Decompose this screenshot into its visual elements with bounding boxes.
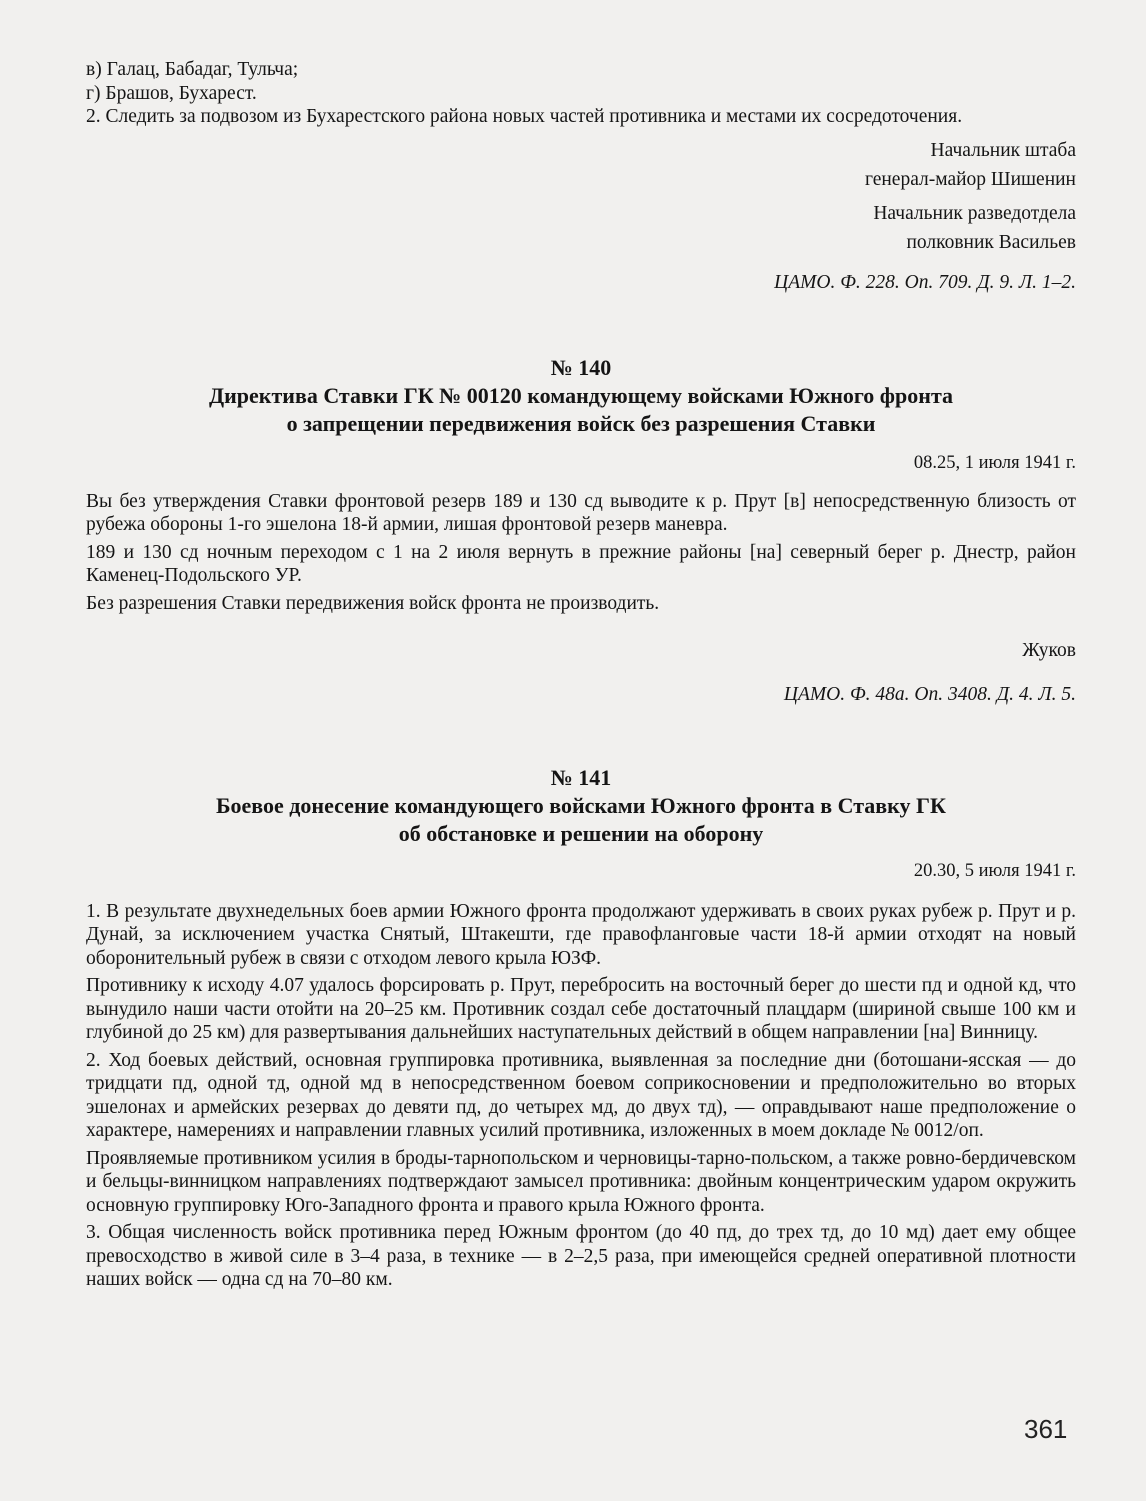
archive-source-2: ЦАМО. Ф. 48а. Оп. 3408. Д. 4. Л. 5. [783,683,1076,705]
document-141 [86,764,1076,1292]
paragraph: 189 и 130 сд ночным переходом с 1 на 2 июля вернуть в прежние районы [на] северный берег р. Днестр, район Каменец-Подольского УР. [86,541,1076,586]
signer-2-title: Начальник разведотдела [873,202,1076,224]
document-title-line-1: Директива Ставки ГК № 00120 командующему войсками Южного фронта [208,383,954,408]
signature: Жуков [1022,640,1076,661]
paragraph: 1. В результате двухнедельных боев армии Южного фронта продолжают удерживать в своих руках рубеж р. Прут и р. Дунай, за исключением участка Снятый, Штакешти, где правофланговые части 18-й армии отходят на новый оборонительный рубеж в связи с отходом левого крыла ЮЗФ. [86,900,1076,969]
paragraph: Вы без утверждения Ставки фронтовой резерв 189 и 130 сд выводите к р. Прут [в] непосредственную близость от рубежа обороны 1-го эшелона 18-й армии, лишая фронтовой резерв маневра. [86,490,1076,535]
archive-source-1: ЦАМО. Ф. 228. Оп. 709. Д. 9. Л. 1–2. [774,271,1076,293]
paragraph: Противнику к исходу 4.07 удалось форсировать р. Прут, перебросить на восточный берег до шести пд и одной кд, что вынудило наши части отойти на 20–25 км. Противник создал себе достаточный плацдарм (шириной свыше 100 км и глубиной до 25 км) для развертывания дальнейших наступательных действий в общем направлении [на] Винницу. [86,975,1076,1043]
page-number: 361 [1024,1414,1068,1444]
document-number: № 141 [550,765,612,790]
list-item-v: в) Галац, Бабадаг, Тульча; [86,59,299,80]
document-number: № 140 [550,355,612,380]
document-title-line-1: Боевое донесение командующего войсками Южного фронта в Ставку ГК [216,793,946,818]
signer-1-name: генерал-майор Шишенин [864,169,1076,190]
signer-2-name: полковник Васильев [906,232,1076,253]
paragraph: 2. Ход боевых действий, основная группировка противника, выявленная за последние дни (ботошани-ясская — до тридцати пд, одной тд, одной мд в непосредственном боевом соприкосновении и предположительно во вторых эшелонах и армейских резервах до девяти пд, до четырех мд, до двух тд), — оправдывают наше предположение о характере, намерениях и направлении главных усилий противника, изложенных в моем докладе № 0012/оп. [86,1049,1076,1141]
paragraph: Без разрешения Ставки передвижения войск фронта не производить. [86,592,660,614]
previous-document-continuation [86,58,1076,294]
signer-1-title: Начальник штаба [930,139,1076,161]
paragraph: Проявляемые противником усилия в броды-тарнопольском и черновицы-тарно-польском, а также ровно-бердичевском и бельцы-винницком направлениях подтверждают замысел противника: двойным концентрическим ударом окружить основную группировку Юго-Западного фронта и правого крыла Южного фронта. [86,1147,1076,1216]
document-140 [86,354,1076,706]
document-title-line-2: о запрещении передвижения войск без разрешения Ставки [286,411,876,436]
document-title-line-2: об обстановке и решении на оборону [398,821,764,846]
list-item-g: г) Брашов, Бухарест. [86,82,257,104]
paragraph: 3. Общая численность войск противника перед Южным фронтом (до 40 пд, до трех тд, до 10 мд) дает ему общее превосходство в живой силе в 3–4 раза, в технике — в 2–2,5 раза, при имеющейся средней оперативной плотности наших войск — одна сд на 70–80 км. [86,1222,1076,1290]
list-item-2: 2. Следить за подвозом из Бухарестского района новых частей противника и местами их сосредоточения. [86,106,963,127]
document-page [86,58,1076,1292]
document-date: 20.30, 5 июля 1941 г. [913,861,1076,881]
document-date: 08.25, 1 июля 1941 г. [913,453,1076,473]
